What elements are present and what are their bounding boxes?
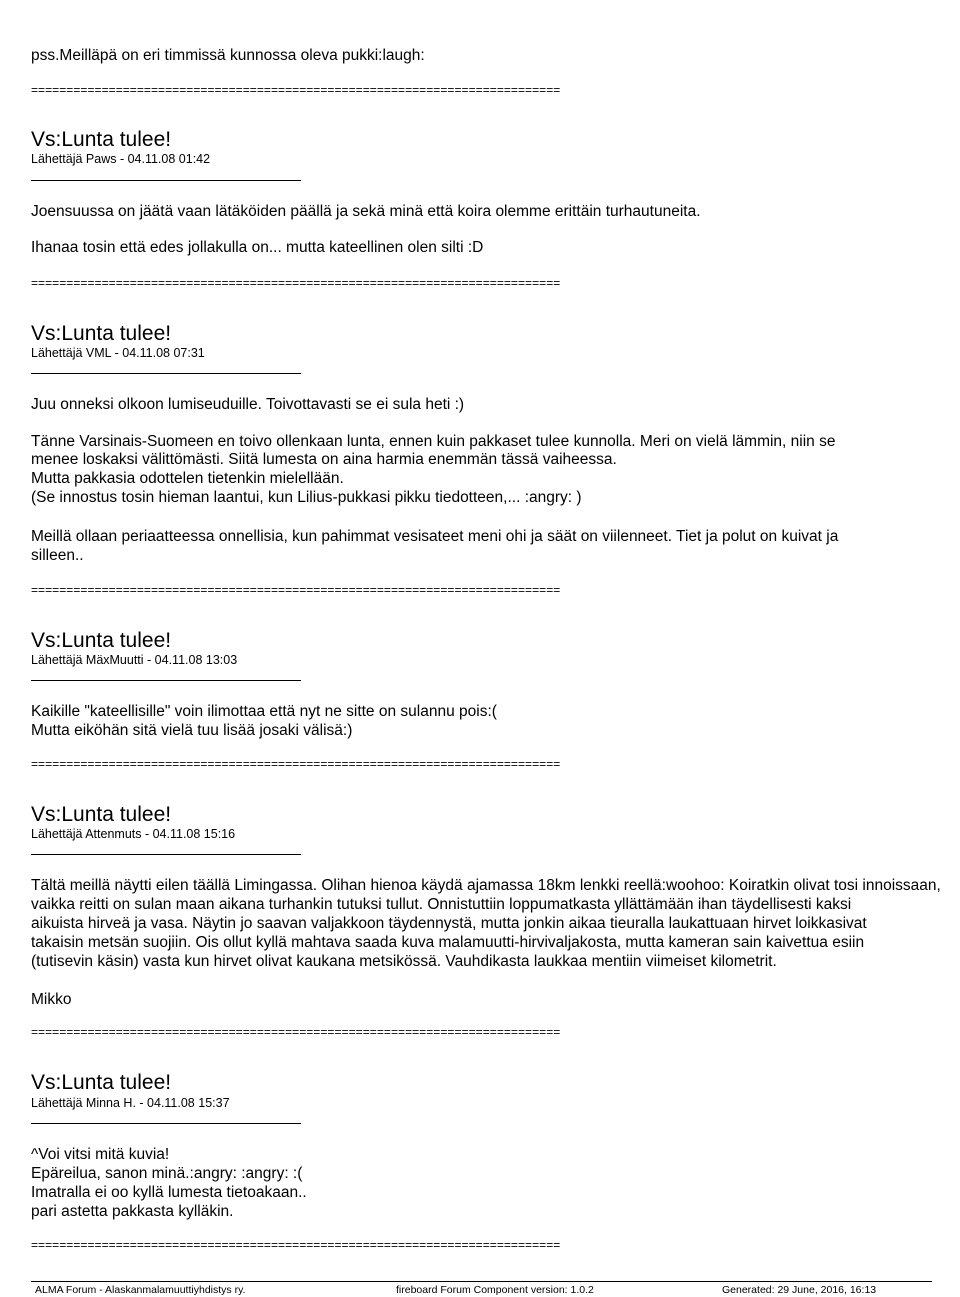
- post-meta: Lähettäjä MäxMuutti - 04.11.08 13:03: [31, 653, 238, 667]
- post-title: Vs:Lunta tulee!: [31, 803, 172, 826]
- post-line: Meillä ollaan periaatteessa onnellisia, kun pahimmat vesisateet meni ohi ja säät on viilenneet. Tiet ja polut on kuivat ja: [31, 528, 839, 545]
- footer-component-version: fireboard Forum Component version: 1.0.2: [396, 1284, 594, 1296]
- post-line: Epäreilua, sanon minä.:angry: :angry: :(: [31, 1165, 303, 1182]
- intro-text: pss.Meilläpä on eri timmissä kunnossa oleva pukki:laugh:: [31, 47, 425, 64]
- post-line: (tutisevin käsin) vasta kun hirvet olivat kaukana metsikössä. Vauhdikasta laukkaa mentiin viimeiset kilometrit.: [31, 953, 777, 970]
- post-line: menee loskaksi välittömästi. Siitä lumesta on aina harmia enemmän tässä vaiheessa.: [31, 451, 617, 468]
- separator: ===========================================================================: [31, 1025, 561, 1039]
- separator: ===========================================================================: [31, 276, 561, 290]
- separator: ===========================================================================: [31, 1238, 561, 1252]
- post-line: ^Voi vitsi mitä kuvia!: [31, 1146, 170, 1163]
- post-divider: [31, 680, 301, 681]
- post-line: Mutta eiköhän sitä vielä tuu lisää josaki välisä:): [31, 722, 353, 739]
- post-line: Tältä meillä näytti eilen täällä Limingassa. Olihan hienoa käydä ajamassa 18km lenkki reellä:woohoo: Koiratkin olivat tosi innoissaan,: [31, 877, 941, 894]
- post-line: vaikka reitti on sulan maan aikana turhankin tutuksi tullut. Onnistuttiin loppumatkasta yllättämään ihan täydellisesti kaksi: [31, 896, 852, 913]
- post-title: Vs:Lunta tulee!: [31, 128, 172, 151]
- post-line: Tänne Varsinais-Suomeen en toivo ollenkaan lunta, ennen kuin pakkaset tulee kunnolla. Meri on vielä lämmin, niin se: [31, 433, 836, 450]
- post-meta: Lähettäjä Paws - 04.11.08 01:42: [31, 152, 211, 166]
- post-divider: [31, 373, 301, 374]
- post-divider: [31, 1123, 301, 1124]
- separator: ===========================================================================: [31, 583, 561, 597]
- post-line: Juu onneksi olkoon lumiseuduille. Toivottavasti se ei sula heti :): [31, 396, 465, 413]
- post-line: Joensuussa on jäätä vaan lätäköiden päällä ja sekä minä että koira olemme erittäin turhautuneita.: [31, 203, 701, 220]
- post-title: Vs:Lunta tulee!: [31, 322, 172, 345]
- post-divider: [31, 180, 301, 181]
- footer-generated-date: Generated: 29 June, 2016, 16:13: [722, 1284, 877, 1296]
- post-line: Ihanaa tosin että edes jollakulla on... mutta kateellinen olen silti :D: [31, 239, 484, 256]
- post-meta: Lähettäjä VML - 04.11.08 07:31: [31, 346, 205, 360]
- post-line: silleen..: [31, 547, 84, 564]
- post-title: Vs:Lunta tulee!: [31, 629, 172, 652]
- post-line: Mutta pakkasia odottelen tietenkin mielellään.: [31, 470, 344, 487]
- post-line: pari astetta pakkasta kylläkin.: [31, 1203, 234, 1220]
- post-meta: Lähettäjä Attenmuts - 04.11.08 15:16: [31, 827, 236, 841]
- separator: ===========================================================================: [31, 83, 561, 97]
- post-line: Mikko: [31, 991, 72, 1008]
- post-divider: [31, 854, 301, 855]
- post-line: (Se innostus tosin hieman laantui, kun Lilius-pukkasi pikku tiedotteen,... :angry: ): [31, 489, 582, 506]
- post-line: Imatralla ei oo kyllä lumesta tietoakaan..: [31, 1184, 307, 1201]
- separator: ===========================================================================: [31, 757, 561, 771]
- post-meta: Lähettäjä Minna H. - 04.11.08 15:37: [31, 1096, 230, 1110]
- post-line: takaisin metsän suojiin. Ois ollut kyllä mahtava saada kuva malamuutti-hirvivaljakosta, mutta kameran sain kaivettua esiin: [31, 934, 865, 951]
- post-title: Vs:Lunta tulee!: [31, 1071, 172, 1094]
- post-line: Kaikille "kateellisille" voin ilimottaa että nyt ne sitte on sulannu pois:(: [31, 703, 497, 720]
- footer-site-name: ALMA Forum - Alaskanmalamuuttiyhdistys ry.: [35, 1284, 246, 1296]
- footer-rule: [31, 1281, 932, 1282]
- post-line: aikuista hirveä ja vasa. Näytin jo saavan valjakkoon täydennystä, mutta jonkin aikaa tieuralla laukattuaan hirvet loikkasivat: [31, 915, 867, 932]
